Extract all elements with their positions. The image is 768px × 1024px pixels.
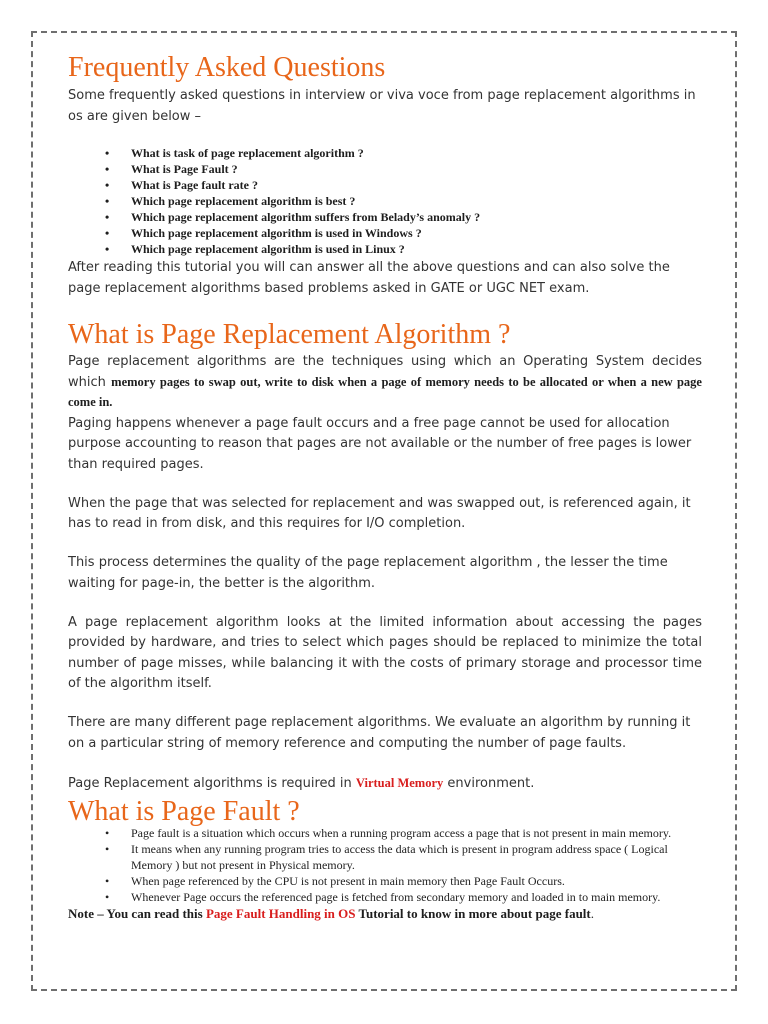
- page-fault-handling-link[interactable]: Page Fault Handling in OS: [205, 906, 356, 921]
- page-fault-bullet: • When page referenced by the CPU is not present in main memory then Page Fault Occurs.: [131, 873, 702, 889]
- paging-paragraph: Paging happens whenever a page fault occurs and a free page cannot be used for allocation purpose accounting to reason that pages are not available or the number of free pages is lower than required pages.: [68, 415, 692, 472]
- quality-paragraph: This process determines the quality of the page replacement algorithm , the lesser the time waiting for page-in, the better is the algorithm.: [68, 555, 668, 591]
- page-fault-bullet: • It means when any running program tries to access the data which is present in program address space ( Logical Memory ) but not present in Physical memory.: [131, 841, 702, 873]
- faq-item: • What is Page fault rate ?: [131, 177, 702, 193]
- faq-item: • Which page replacement algorithm is best ?: [131, 193, 702, 209]
- page-fault-bullet: • Page fault is a situation which occurs when a running program access a page that is not present in main memory.: [131, 825, 702, 841]
- evaluation-paragraph: There are many different page replacement algorithms. We evaluate an algorithm by running it on a particular string of memory reference and computing the number of page faults.: [68, 715, 691, 751]
- faq-item: • Which page replacement algorithm suffers from Belady’s anomaly ?: [131, 209, 702, 225]
- note-text-after: Tutorial to know in more about page fault: [355, 906, 591, 921]
- faq-heading: Frequently Asked Questions: [68, 52, 386, 83]
- page-fault-heading: What is Page Fault ?: [68, 796, 300, 827]
- definition-text: Page replacement algorithms are the techniques using which an Operating System decides which: [68, 354, 702, 390]
- virtual-memory-link[interactable]: Virtual Memory: [355, 775, 444, 790]
- faq-item: • Which page replacement algorithm is used in Linux ?: [131, 241, 702, 257]
- hardware-paragraph: A page replacement algorithm looks at the limited information about accessing the pages provided by hardware, and tries to select which pages should be replaced to minimize the total number of page misses, while balancing it with the costs of primary storage and processor time of the algorithm itself.: [68, 614, 702, 691]
- vm-text-before: Page Replacement algorithms is required in: [68, 775, 356, 791]
- page-fault-bullet: • Whenever Page occurs the referenced page is fetched from secondary memory and loaded in to main memory.: [131, 889, 702, 905]
- faq-intro: Some frequently asked questions in interview or viva voce from page replacement algorithms in os are given below –: [68, 88, 696, 124]
- vm-text-after: environment.: [443, 775, 535, 791]
- page-fault-list: [68, 825, 702, 905]
- algorithm-definition: [68, 352, 702, 414]
- swap-paragraph: When the page that was selected for replacement and was swapped out, is referenced again, it has to read in from disk, and this requires for I/O completion.: [68, 495, 691, 531]
- faq-item: • What is task of page replacement algorithm ?: [131, 145, 702, 161]
- definition-bold-text: memory pages to swap out, write to disk when a page of memory needs to be allocated or when a new page come in.: [68, 374, 702, 409]
- faq-item: • What is Page Fault ?: [131, 161, 702, 177]
- algorithm-heading: What is Page Replacement Algorithm ?: [68, 319, 511, 350]
- faq-outro: After reading this tutorial you will can answer all the above questions and can also solve the page replacement algorithms based problems asked in GATE or UGC NET exam.: [68, 260, 670, 296]
- faq-list: [68, 145, 702, 257]
- virtual-memory-paragraph: [68, 773, 702, 795]
- note-line: [68, 905, 702, 923]
- note-text-before: Note – You can read this: [68, 906, 206, 921]
- faq-item: • Which page replacement algorithm is used in Windows ?: [131, 225, 702, 241]
- note-period: .: [590, 906, 594, 921]
- document-body: [68, 44, 702, 923]
